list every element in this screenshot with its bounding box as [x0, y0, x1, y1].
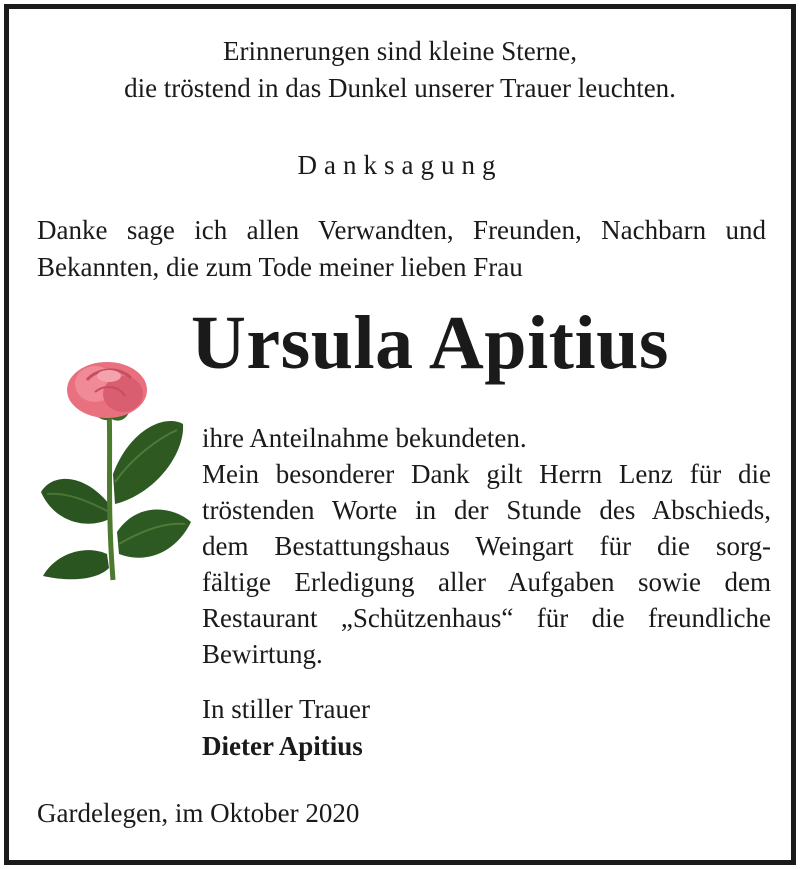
- signature-name: Dieter Apitius: [202, 731, 363, 761]
- quote-line-1: Erinnerungen sind kleine Sterne,: [223, 36, 577, 66]
- body-line-7: Bewirtung.: [202, 639, 323, 669]
- intro-line-1: Danke sage ich allen Verwandten, Freunden, Nachbarn und: [37, 215, 766, 245]
- body-line-3: tröstenden Worte in der Stunde des Abschieds,: [202, 495, 771, 525]
- obituary-notice: [4, 4, 796, 865]
- deceased-name: Ursula Apitius: [191, 301, 669, 385]
- heading-danksagung: Danksagung: [297, 150, 503, 180]
- rose-icon: [35, 354, 195, 584]
- body-line-1: ihre Anteilnahme bekundeten.: [202, 423, 527, 453]
- body-line-4: dem Bestattungshaus Weingart für die sorg-: [202, 531, 771, 561]
- intro-line-2: Bekannten, die zum Tode meiner lieben Frau: [37, 252, 523, 282]
- body-line-6: Restaurant „Schützenhaus“ für die freundliche: [202, 603, 771, 633]
- place-date: Gardelegen, im Oktober 2020: [37, 798, 360, 828]
- quote-line-2: die tröstend in das Dunkel unserer Trauer leuchten.: [124, 73, 676, 103]
- signature-closing: In stiller Trauer: [202, 694, 370, 724]
- body-line-5: fältige Erledigung aller Aufgaben sowie dem: [202, 567, 771, 597]
- body-line-2: Mein besonderer Dank gilt Herrn Lenz für die: [202, 459, 771, 489]
